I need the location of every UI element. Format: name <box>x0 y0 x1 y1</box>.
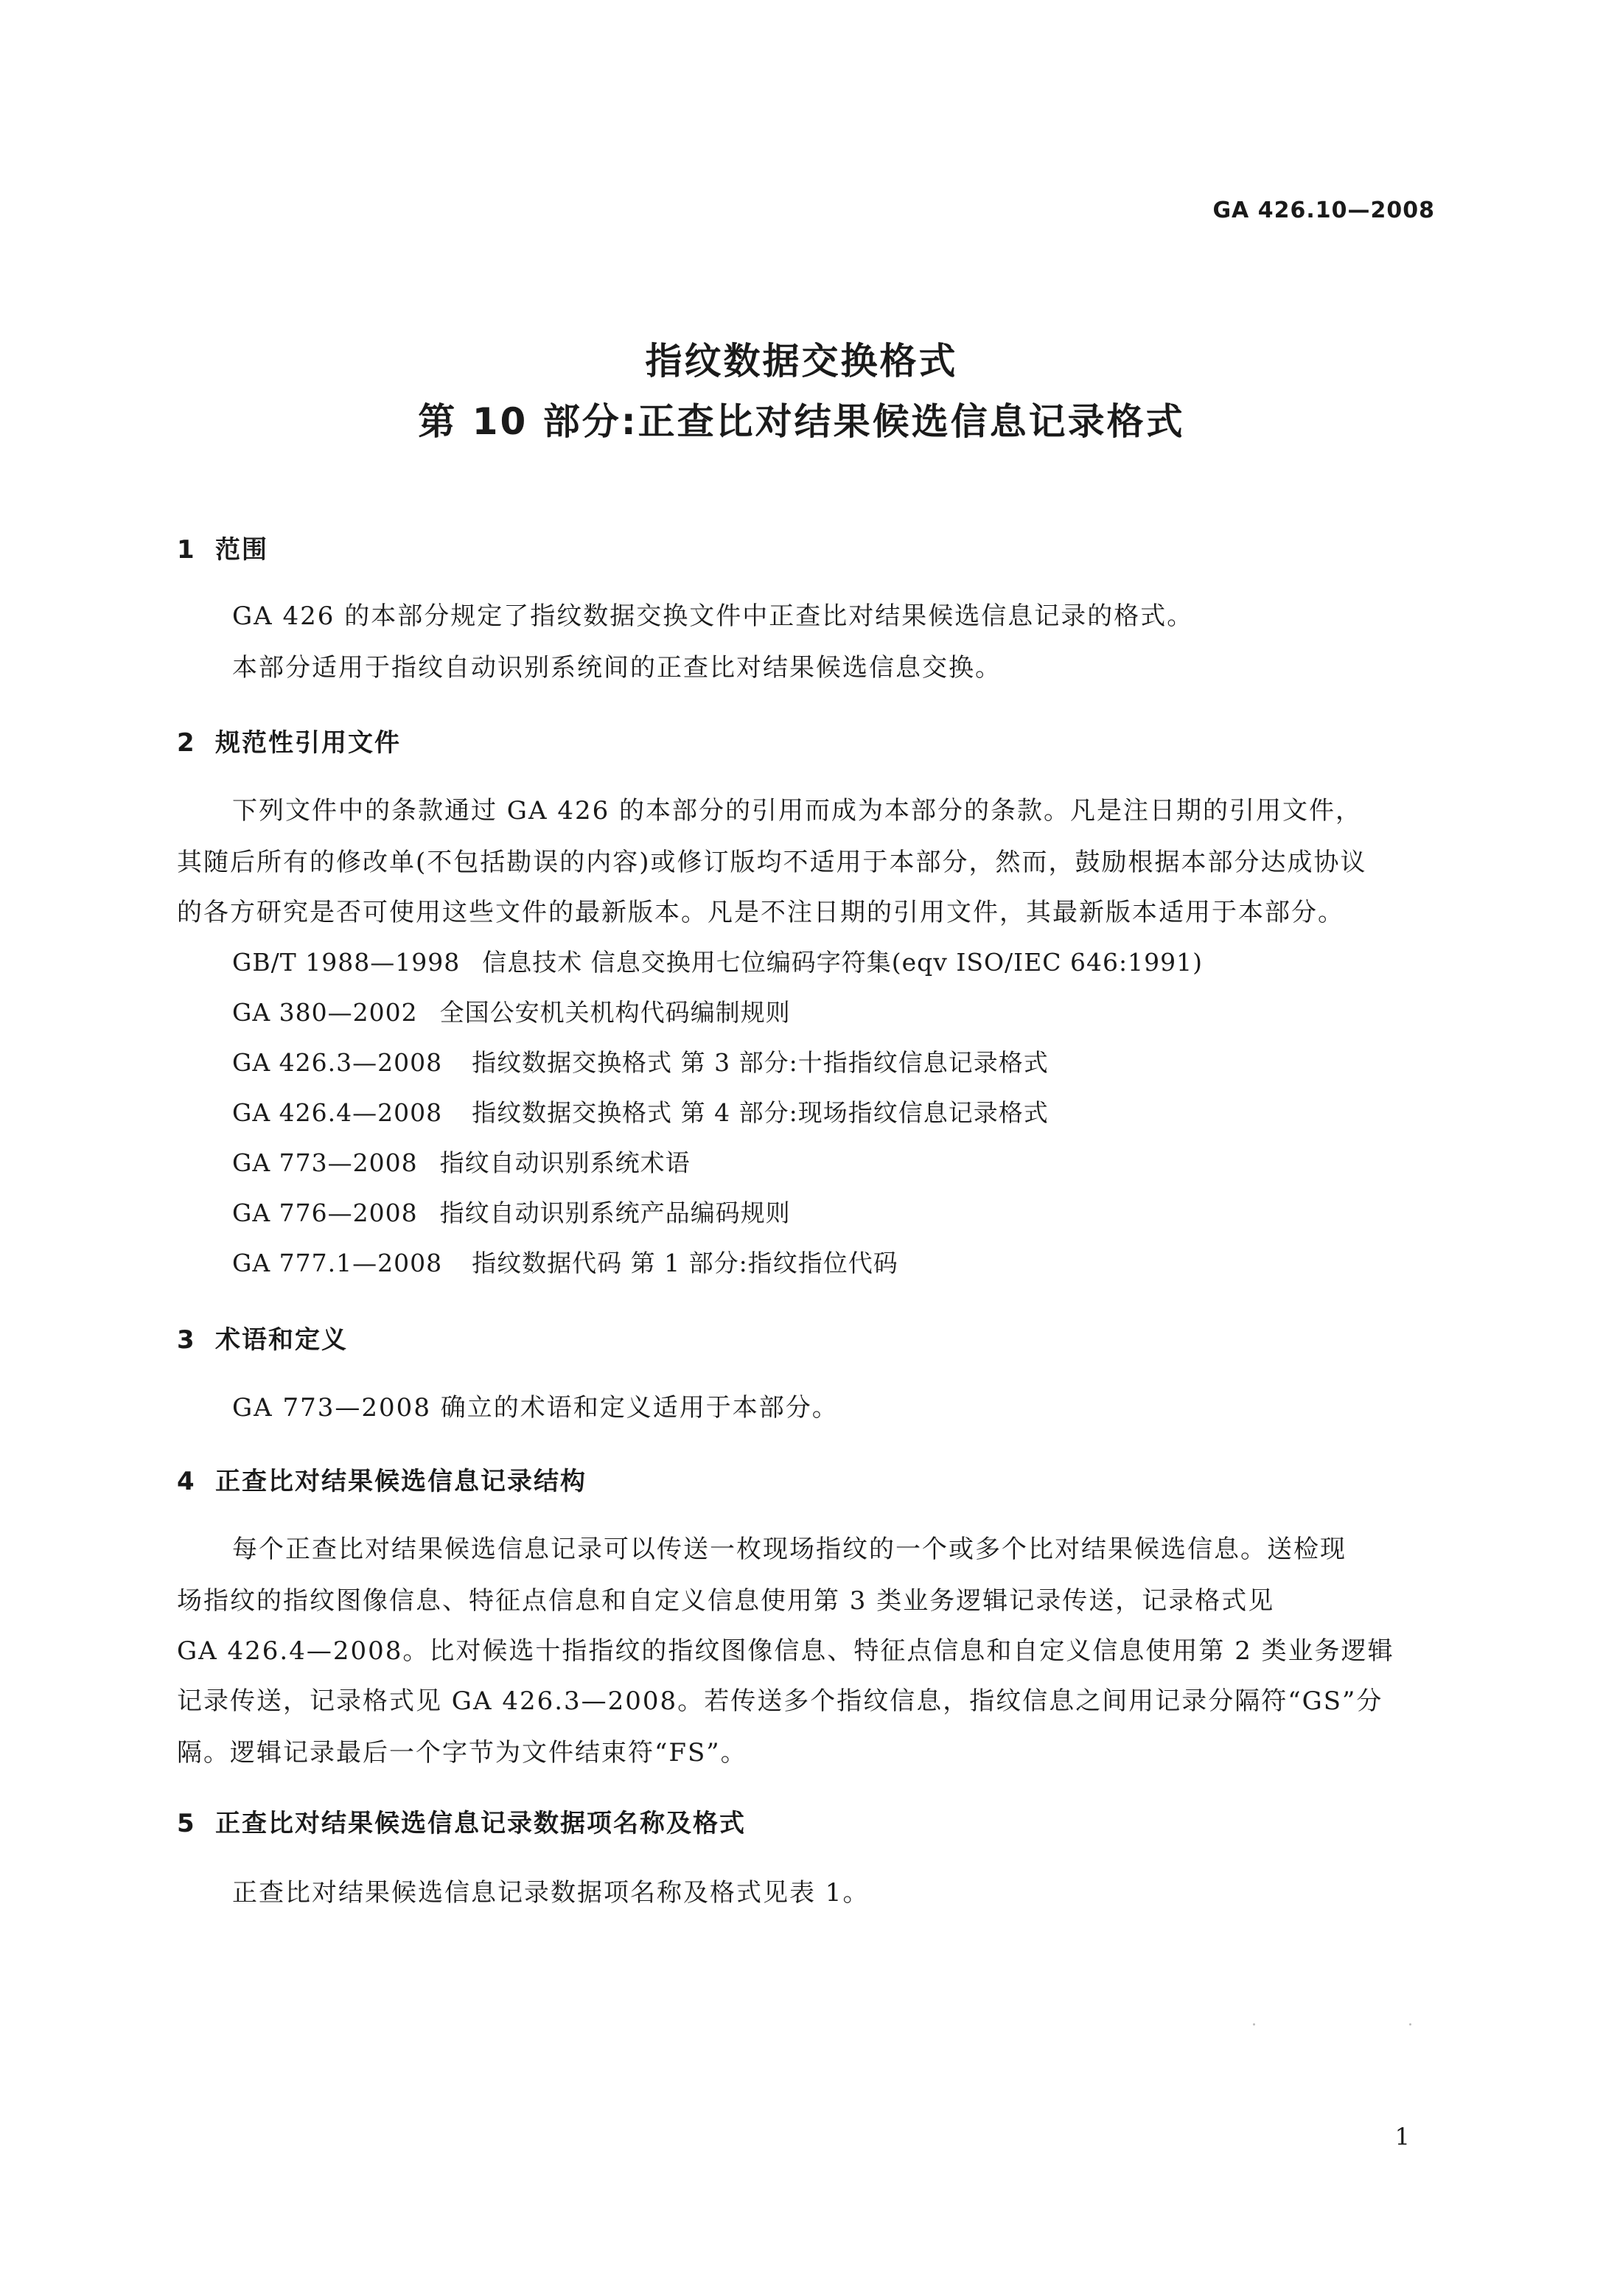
scan-speck <box>1409 2023 1411 2025</box>
section-title: 范围 <box>215 535 268 565</box>
section-4-line1: 每个正查比对结果候选信息记录可以传送一枚现场指纹的一个或多个比对结果候选信息。送检现 <box>232 1535 1347 1564</box>
document-title-line2: 第 10 部分:正查比对结果候选信息记录格式 <box>418 400 1185 443</box>
reference-title: 指纹数据交换格式 第 4 部分:现场指纹信息记录格式 <box>472 1098 1049 1127</box>
reference-item <box>232 1244 898 1279</box>
section-4-line2: 场指纹的指纹图像信息、特征点信息和自定义信息使用第 3 类业务逻辑记录传送，记录格式见 <box>177 1586 1275 1616</box>
section-5-heading <box>177 1803 746 1839</box>
reference-code: GA 426.4—2008 <box>232 1098 443 1127</box>
section-4-heading <box>177 1461 587 1497</box>
reference-title: 指纹数据代码 第 1 部分:指纹指位代码 <box>472 1249 898 1277</box>
section-title: 术语和定义 <box>215 1325 348 1355</box>
section-1-paragraph-1: GA 426 的本部分规定了指纹数据交换文件中正查比对结果候选信息记录的格式。 <box>232 601 1194 631</box>
section-number: 2 <box>177 728 196 758</box>
section-3-heading <box>177 1319 348 1355</box>
section-title: 正查比对结果候选信息记录数据项名称及格式 <box>215 1809 746 1838</box>
reference-item <box>232 1044 1049 1078</box>
section-number: 4 <box>177 1467 196 1496</box>
section-number: 1 <box>177 535 196 565</box>
reference-code: GA 773—2008 <box>232 1148 418 1177</box>
reference-code: GA 776—2008 <box>232 1198 418 1227</box>
document-title-line1: 指纹数据交换格式 <box>645 340 958 383</box>
reference-title: 指纹自动识别系统术语 <box>439 1148 691 1177</box>
reference-item <box>232 994 791 1028</box>
reference-title: 指纹自动识别系统产品编码规则 <box>439 1198 791 1227</box>
reference-item <box>232 943 1203 978</box>
reference-item <box>232 1144 691 1179</box>
section-4-line3: GA 426.4—2008。比对候选十指指纹的指纹图像信息、特征点信息和自定义信息使用第 2 类业务逻辑 <box>177 1636 1394 1666</box>
section-2-paragraph-line2: 其随后所有的修改单(不包括勘误的内容)或修订版均不适用于本部分，然而，鼓励根据本部分达成协议 <box>177 848 1367 877</box>
reference-code: GB/T 1988—1998 <box>232 948 461 977</box>
section-title: 正查比对结果候选信息记录结构 <box>215 1467 587 1496</box>
reference-item <box>232 1094 1049 1128</box>
section-5-paragraph: 正查比对结果候选信息记录数据项名称及格式见表 1。 <box>232 1878 870 1908</box>
section-number: 3 <box>177 1325 196 1355</box>
section-2-heading <box>177 722 401 758</box>
reference-code: GA 777.1—2008 <box>232 1249 443 1277</box>
scan-speck <box>1253 2023 1255 2025</box>
standard-code: GA 426.10—2008 <box>1212 198 1435 223</box>
page-number: 1 <box>1394 2123 1410 2151</box>
reference-title: 指纹数据交换格式 第 3 部分:十指指纹信息记录格式 <box>472 1048 1049 1077</box>
reference-item <box>232 1194 791 1229</box>
section-1-paragraph-2: 本部分适用于指纹自动识别系统间的正查比对结果候选信息交换。 <box>232 653 1002 683</box>
section-1-heading <box>177 529 268 565</box>
reference-code: GA 426.3—2008 <box>232 1048 443 1077</box>
reference-title: 信息技术 信息交换用七位编码字符集(eqv ISO/IEC 646:1991) <box>482 948 1203 977</box>
section-4-line5: 隔。逻辑记录最后一个字节为文件结束符“FS”。 <box>177 1738 747 1768</box>
section-number: 5 <box>177 1809 196 1838</box>
reference-code: GA 380—2002 <box>232 998 418 1027</box>
section-4-line4: 记录传送，记录格式见 GA 426.3—2008。若传送多个指纹信息，指纹信息之间用记录分隔符“GS”分 <box>177 1686 1383 1716</box>
section-3-paragraph: GA 773—2008 确立的术语和定义适用于本部分。 <box>232 1393 839 1423</box>
reference-title: 全国公安机关机构代码编制规则 <box>439 998 791 1027</box>
section-2-paragraph-line1: 下列文件中的条款通过 GA 426 的本部分的引用而成为本部分的条款。凡是注日期的引用文件， <box>232 796 1363 826</box>
section-title: 规范性引用文件 <box>215 728 401 758</box>
section-2-paragraph-line3: 的各方研究是否可使用这些文件的最新版本。凡是不注日期的引用文件，其最新版本适用于本部分。 <box>177 898 1344 927</box>
